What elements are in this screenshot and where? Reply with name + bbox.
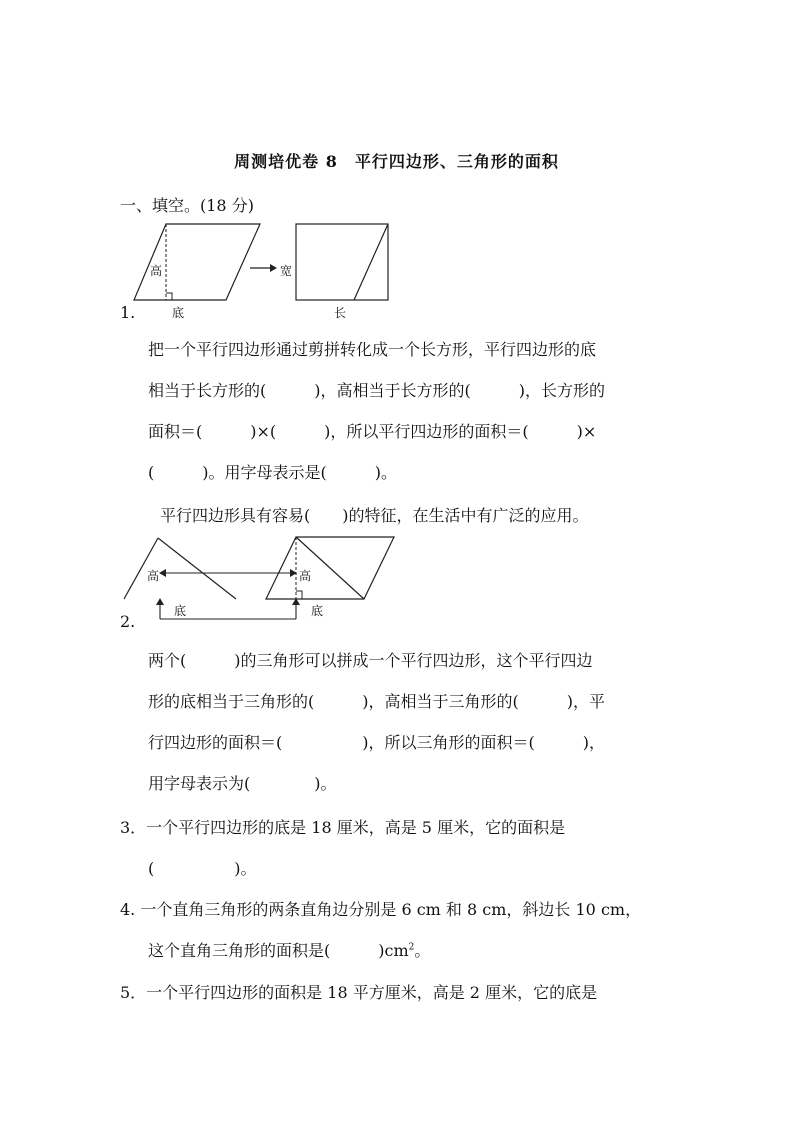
q2-figure — [120, 533, 410, 628]
q3-line-1: 3．一个平行四边形的底是 18 厘米，高是 5 厘米，它的面积是 — [120, 818, 566, 837]
q1-line-3: 面积＝( )×( )，所以平行四边形的面积＝( )× — [148, 422, 597, 441]
q1-gao-label: 高 — [150, 264, 163, 278]
q1-di-label: 底 — [172, 306, 185, 320]
q4-unit-superscript: 2 — [408, 942, 415, 953]
q1-number: 1. — [120, 303, 136, 322]
q1-line-1: 把一个平行四边形通过剪拼转化成一个长方形，平行四边形的底 — [148, 340, 597, 359]
q2-di-right-label: 底 — [311, 604, 324, 618]
q2-line-1: 两个( )的三角形可以拼成一个平行四边形，这个平行四边 — [148, 651, 593, 670]
q2-di-left-label: 底 — [174, 604, 187, 618]
q2-gao-right-label: 高 — [299, 569, 312, 583]
q1-kuan-label: 宽 — [280, 264, 293, 278]
q2-gao-left-label: 高 — [147, 569, 160, 583]
q2-number: 2. — [120, 612, 136, 631]
section-heading: 一、填空。(18 分) — [120, 196, 254, 215]
q2-line-2: 形的底相当于三角形的( )，高相当于三角形的( )，平 — [148, 692, 605, 711]
q2-line-3: 行四边形的面积＝( )，所以三角形的面积＝( )， — [148, 733, 605, 752]
q1-line-2: 相当于长方形的( )，高相当于长方形的( )，长方形的 — [148, 381, 605, 400]
q4-line-2 — [148, 938, 430, 961]
q4-line-2-end: 。 — [414, 941, 431, 960]
q1-figure — [130, 220, 400, 305]
q4-line-2-text: 这个直角三角形的面积是( )cm — [148, 941, 409, 960]
q1-extra-line: 平行四边形具有容易( )的特征，在生活中有广泛的应用。 — [160, 506, 589, 525]
page-title: 周测培优卷 8 平行四边形、三角形的面积 — [234, 152, 559, 171]
q3-line-2: ( )。 — [148, 859, 257, 878]
q1-chang-label: 长 — [334, 306, 347, 320]
q4-line-1: 4. 一个直角三角形的两条直角边分别是 6 cm 和 8 cm，斜边长 10 cm， — [120, 900, 642, 919]
q1-line-4: ( )。用字母表示是( )。 — [148, 463, 397, 482]
q5-line-1: 5．一个平行四边形的面积是 18 平方厘米，高是 2 厘米，它的底是 — [120, 983, 598, 1002]
q2-line-4: 用字母表示为( )。 — [148, 774, 337, 793]
